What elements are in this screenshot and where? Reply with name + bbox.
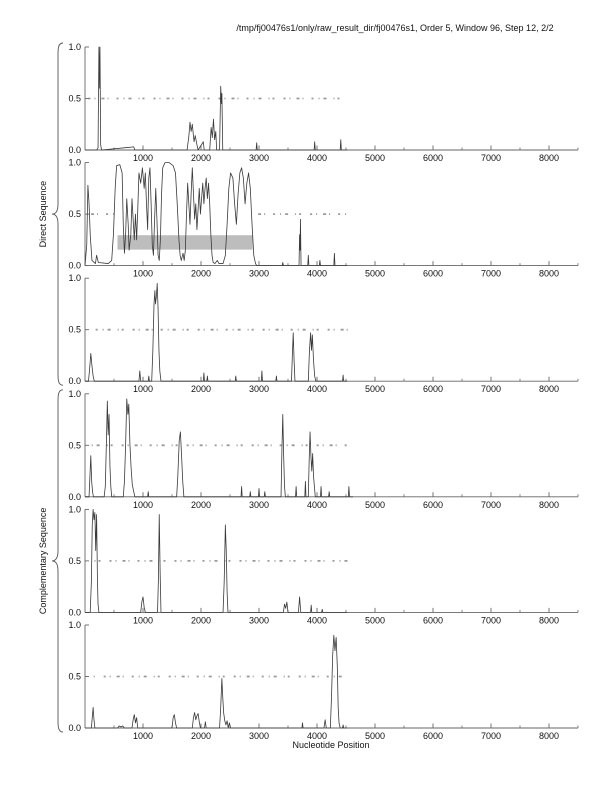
x-tick-label: 2000 xyxy=(190,615,212,626)
y-tick-label: 0.0 xyxy=(68,145,81,155)
x-tick-label: 7000 xyxy=(480,268,502,279)
panels-group xyxy=(68,42,578,741)
x-tick-label: 7000 xyxy=(480,731,502,741)
group-braces xyxy=(38,43,63,732)
x-tick-label: 5000 xyxy=(364,499,386,510)
x-tick-label: 1000 xyxy=(132,384,154,395)
x-tick-label: 8000 xyxy=(538,731,560,741)
x-tick-label: 7000 xyxy=(480,153,502,163)
x-tick-label: 3000 xyxy=(248,268,270,279)
complementary-brace xyxy=(52,390,63,732)
probability-curve xyxy=(85,163,347,266)
x-tick-label: 8000 xyxy=(538,153,560,163)
y-tick-label: 0.5 xyxy=(68,324,81,335)
x-tick-label: 6000 xyxy=(422,384,444,395)
y-tick-label: 0.5 xyxy=(68,555,81,566)
x-tick-label: 6000 xyxy=(422,499,444,510)
x-tick-label: 5000 xyxy=(364,268,386,279)
x-tick-label: 4000 xyxy=(306,384,328,395)
x-tick-label: 5000 xyxy=(364,731,386,741)
y-tick-label: 0.0 xyxy=(68,376,81,387)
x-tick-label: 6000 xyxy=(422,615,444,626)
x-tick-label: 6000 xyxy=(422,731,444,741)
x-tick-label: 5000 xyxy=(364,615,386,626)
x-tick-label: 2000 xyxy=(190,499,212,510)
x-tick-label: 1000 xyxy=(132,615,154,626)
x-tick-label: 3000 xyxy=(248,153,270,163)
x-tick-label: 8000 xyxy=(538,268,560,279)
y-tick-label: 1.0 xyxy=(68,620,81,630)
y-tick-label: 0.0 xyxy=(68,607,81,618)
x-tick-label: 3000 xyxy=(248,615,270,626)
x-tick-label: 7000 xyxy=(480,384,502,395)
y-tick-label: 1.0 xyxy=(68,504,81,515)
x-tick-label: 2000 xyxy=(190,384,212,395)
x-tick-label: 5000 xyxy=(364,153,386,163)
y-tick-label: 1.0 xyxy=(68,42,81,52)
x-tick-label: 4000 xyxy=(306,615,328,626)
probability-curve xyxy=(85,399,353,497)
x-tick-label: 8000 xyxy=(538,384,560,395)
x-tick-label: 6000 xyxy=(422,153,444,163)
panel-direct-frame-1 xyxy=(68,42,578,163)
panel-complementary-frame-2 xyxy=(68,504,578,625)
x-tick-label: 2000 xyxy=(190,153,212,163)
x-tick-label: 7000 xyxy=(480,499,502,510)
y-tick-label: 1.0 xyxy=(68,273,81,284)
panel-direct-frame-3 xyxy=(68,273,578,394)
x-tick-label: 6000 xyxy=(422,268,444,279)
y-tick-label: 0.0 xyxy=(68,723,81,733)
x-tick-label: 3000 xyxy=(248,384,270,395)
panel-complementary-frame-3 xyxy=(68,620,578,741)
complementary-sequence-label: Complementary Sequence xyxy=(38,507,48,615)
x-tick-label: 8000 xyxy=(538,499,560,510)
x-tick-label: 4000 xyxy=(306,731,328,741)
y-tick-label: 0.5 xyxy=(68,93,81,104)
x-tick-label: 3000 xyxy=(248,499,270,510)
plot-title: /tmp/fj00476s1/only/raw_result_dir/fj00476s1, Order 5, Window 96, Step 12, 2/2 xyxy=(236,23,554,33)
panel-complementary-frame-1 xyxy=(68,389,578,510)
x-tick-label: 2000 xyxy=(190,268,212,279)
y-tick-label: 0.5 xyxy=(68,671,81,682)
x-tick-label: 4000 xyxy=(306,153,328,163)
x-tick-label: 3000 xyxy=(248,731,270,741)
y-tick-label: 0.0 xyxy=(68,491,81,502)
x-tick-label: 8000 xyxy=(538,615,560,626)
x-tick-label: 2000 xyxy=(190,731,212,741)
x-tick-label: 1000 xyxy=(132,731,154,741)
y-tick-label: 0.0 xyxy=(68,260,81,271)
y-tick-label: 0.5 xyxy=(68,209,81,220)
y-tick-label: 1.0 xyxy=(68,388,81,399)
direct-brace xyxy=(52,43,63,385)
panel-direct-frame-2 xyxy=(68,158,578,279)
y-tick-label: 1.0 xyxy=(68,157,81,168)
x-tick-label: 4000 xyxy=(306,499,328,510)
y-tick-label: 0.5 xyxy=(68,440,81,451)
direct-sequence-label: Direct Sequence xyxy=(38,180,48,248)
x-axis-label: Nucleotide Position xyxy=(292,740,370,750)
x-tick-label: 1000 xyxy=(132,268,154,279)
x-tick-label: 7000 xyxy=(480,615,502,626)
probability-curve xyxy=(85,635,347,728)
x-tick-label: 1000 xyxy=(132,499,154,510)
x-tick-label: 1000 xyxy=(132,153,154,163)
x-tick-label: 4000 xyxy=(306,268,328,279)
probability-curve xyxy=(85,283,347,381)
x-tick-label: 5000 xyxy=(364,384,386,395)
